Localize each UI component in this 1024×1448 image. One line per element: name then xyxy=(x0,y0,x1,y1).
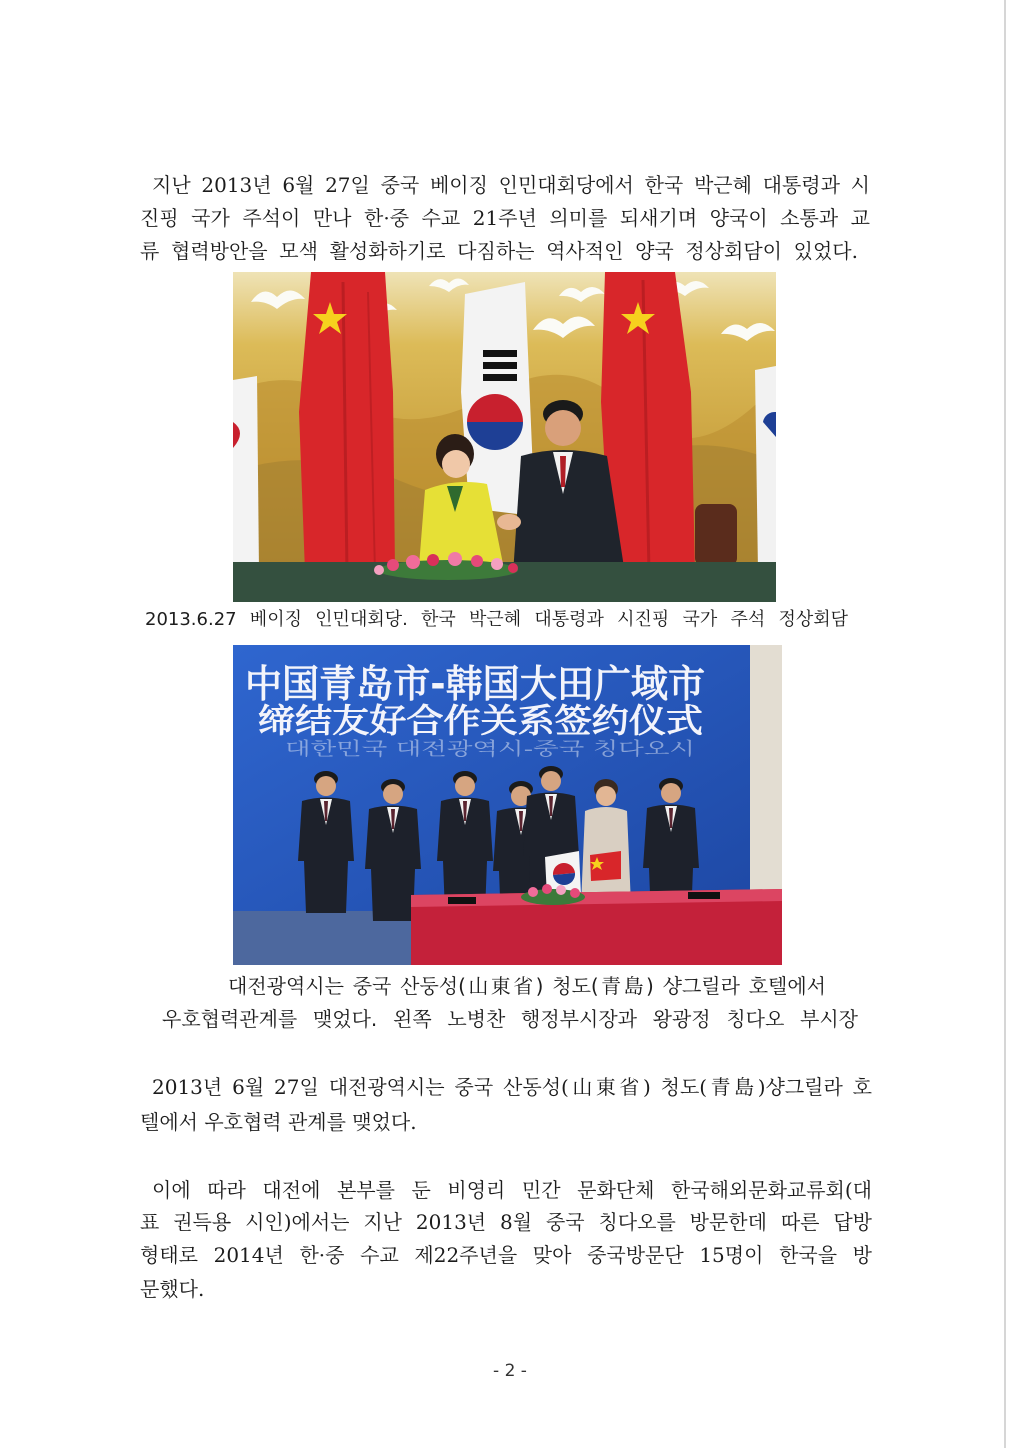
summit-photo-caption: 2013.6.27 베이징 인민대회당. 한국 박근혜 대통령과 시진핑 국가 주석 정상회담 xyxy=(145,609,848,630)
signing-ceremony-photo xyxy=(233,645,782,965)
signing-table xyxy=(411,889,782,965)
paragraph-3-line: 이에 따라 대전에 본부를 둔 비영리 민간 문화단체 한국해외문화교류회(대 xyxy=(152,1178,872,1202)
paragraph-1-line: 진핑 국가 주석이 만나 한·중 수교 21주년 의미를 되새기며 양국이 소통과 교 xyxy=(140,206,870,230)
handshake xyxy=(497,514,521,530)
paragraph-2-line: 2013년 6월 27일 대전광역시는 중국 산동성(山東省) 청도(青島)샹그릴라 호 xyxy=(152,1075,872,1099)
summit-photo-image xyxy=(233,272,776,602)
paragraph-1-line: 지난 2013년 6월 27일 중국 베이징 인민대회당에서 한국 박근혜 대통령과 시 xyxy=(152,173,870,197)
paragraph-3-line: 형태로 2014년 한·중 수교 제22주년을 맞아 중국방문단 15명이 한국을 방 xyxy=(140,1243,872,1267)
chair xyxy=(695,504,737,566)
paragraph-1-line: 류 협력방안을 모색 활성화하기로 다짐하는 역사적인 양국 정상회담이 있었다. xyxy=(140,239,858,263)
banner-title-line-3: 대한민국 대전광역시-중국 칭다오시 xyxy=(285,739,564,760)
signing-photo-caption-line: 대전광역시는 중국 산둥성(山東省) 청도(青島) 샹그릴라 호텔에서 xyxy=(228,974,826,998)
signing-photo-caption-line: 우호협력관계를 맺었다. 왼쪽 노병찬 행정부시장과 왕광정 칭다오 부시장 xyxy=(162,1007,858,1031)
paragraph-2-line: 텔에서 우호협력 관계를 맺었다. xyxy=(140,1110,417,1134)
summit-photo xyxy=(233,272,776,602)
korean-flag-left-edge xyxy=(233,376,259,572)
banner-title-line-1: 中国青岛市-韩国大田广域市 xyxy=(245,662,705,706)
banner-title-line-2: 缔结友好合作关系签约仪式 xyxy=(258,701,703,740)
scan-edge xyxy=(1004,0,1006,1448)
paragraph-3-line: 문했다. xyxy=(140,1277,205,1301)
korean-flag-right-edge xyxy=(755,366,776,572)
signing-ceremony-photo-image xyxy=(233,645,782,965)
page-number: - 2 - xyxy=(493,1361,527,1381)
chinese-flag-left xyxy=(299,272,395,578)
paragraph-3-line: 표 권득용 시인)에서는 지난 2013년 8월 중국 칭다오를 방문한데 따른 답방 xyxy=(140,1210,872,1234)
